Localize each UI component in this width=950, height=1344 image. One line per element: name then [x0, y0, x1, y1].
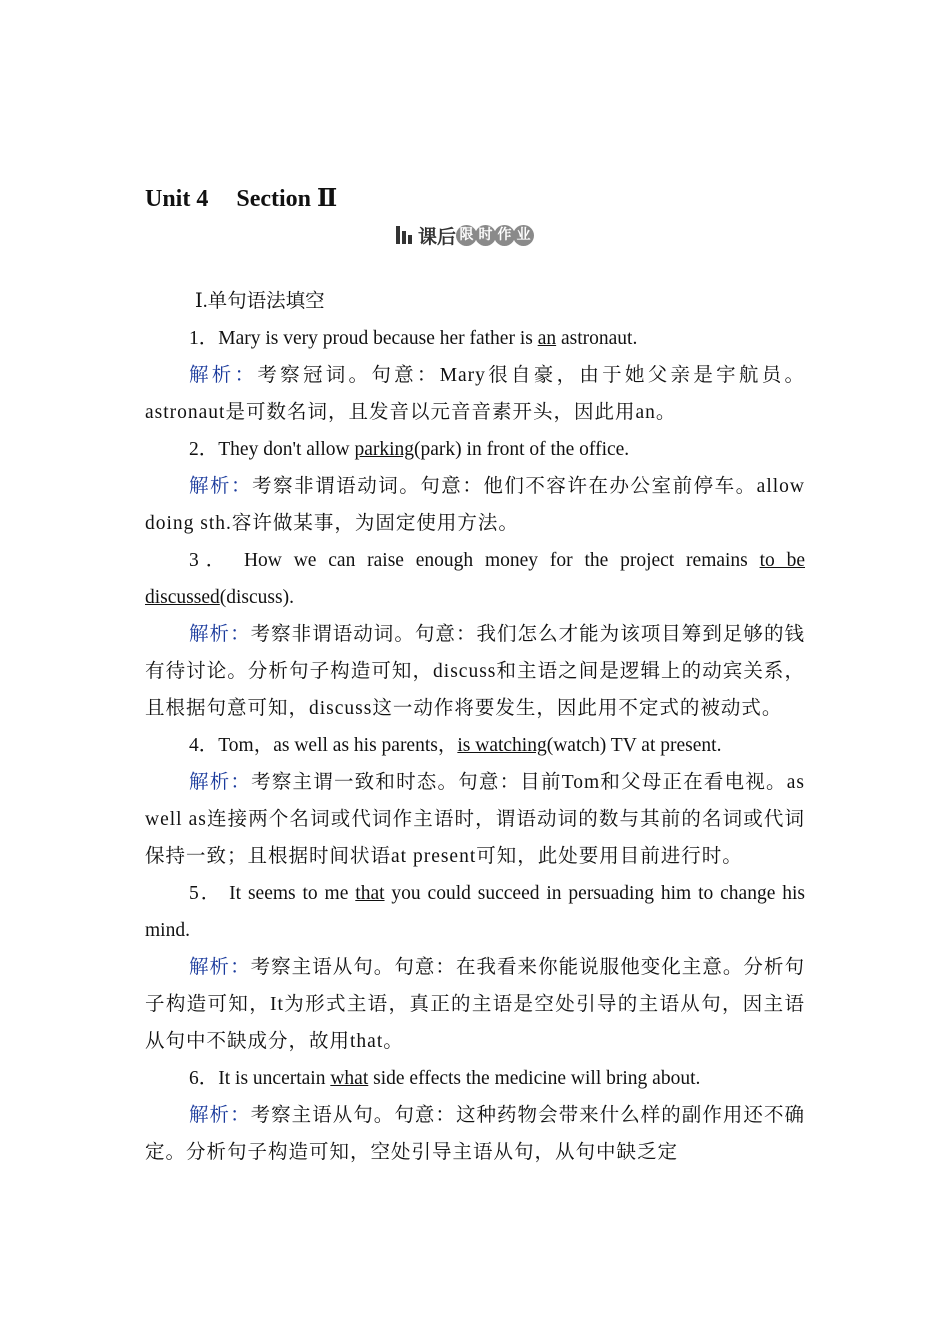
explanation-text: 考察冠词。句意：Mary很自豪，由于她父亲是宇航员。astronaut是可数名词，且发音以元音音素开头，因此用an。: [145, 365, 805, 423]
explanation-label: 解析：: [189, 476, 253, 497]
question-2: [145, 431, 805, 468]
exercise-content: [145, 283, 805, 1171]
pill-char: 限: [456, 225, 477, 246]
explanation-1: [145, 357, 805, 431]
question-text: 4．Tom，as well as his parents，: [189, 735, 458, 756]
pill-char: 作: [494, 225, 515, 246]
explanation-3: [145, 616, 805, 727]
question-text: 2．They don't allow: [189, 439, 355, 460]
explanation-text: 考察主语从句。句意：在我看来你能说服他变化主意。分析句子构造可知，It为形式主语，真正的主语是空处引导的主语从句，因主语从句中不缺成分，故用that。: [145, 957, 805, 1052]
explanation-text: 考察主谓一致和时态。句意：目前Tom和父母正在看电视。as well as连接两个名词或代词作主语时，谓语动词的数与其前的名词或代词保持一致；且根据时间状语at present可知，此处要用目前进行时。: [145, 772, 805, 867]
question-text: 1．Mary is very proud because her father is: [189, 328, 538, 349]
answer: to be discussed: [145, 550, 805, 608]
pill-char: 业: [513, 225, 534, 246]
answer: an: [537, 328, 557, 349]
question-text: 5． It seems to me: [189, 883, 356, 904]
question-text: (watch) TV at present.: [546, 735, 722, 756]
question-1: [145, 320, 805, 357]
explanation-label: 解析：: [189, 772, 252, 793]
section-label: Section Ⅱ: [236, 186, 338, 212]
explanation-label: 解析：: [189, 365, 258, 386]
answer: that: [355, 883, 385, 904]
explanation-5: [145, 949, 805, 1060]
unit-label: Unit 4: [145, 186, 209, 212]
question-text: you could succeed in persuading him to change his mind.: [145, 883, 806, 941]
explanation-label: 解析：: [189, 1105, 251, 1126]
explanation-2: [145, 468, 805, 542]
homework-banner: [396, 222, 534, 248]
question-text: side effects the medicine will bring about.: [368, 1068, 701, 1089]
answer: parking: [354, 439, 415, 460]
bar-chart-icon: [396, 226, 414, 244]
answer: is watching: [457, 735, 547, 756]
question-4: [145, 727, 805, 764]
pill-char: 时: [475, 225, 496, 246]
explanation-6: [145, 1097, 805, 1171]
part-heading: Ⅰ.单句语法填空: [195, 291, 325, 312]
explanation-text: 考察主语从句。句意：这种药物会带来什么样的副作用还不确定。分析句子构造可知，空处引导主语从句，从句中缺乏定: [145, 1105, 805, 1163]
explanation-text: 考察非谓语动词。句意：他们不容许在办公室前停车。allow doing sth.容许做某事，为固定使用方法。: [145, 476, 805, 534]
question-text: 3． How we can raise enough money for the project remains: [189, 550, 760, 571]
question-3: [145, 542, 805, 616]
banner-text: 课后: [418, 225, 457, 248]
banner-pill: [458, 225, 534, 246]
question-6: [145, 1060, 805, 1097]
unit-section-title: [145, 183, 337, 213]
question-text: (park) in front of the office.: [414, 439, 630, 460]
explanation-4: [145, 764, 805, 875]
question-text: (discuss).: [219, 587, 294, 608]
explanation-text: 考察非谓语动词。句意：我们怎么才能为该项目筹到足够的钱有待讨论。分析句子构造可知，discuss和主语之间是逻辑上的动宾关系，且根据句意可知，discuss这一动作将要发生，因此用不定式的被动式。: [145, 624, 805, 719]
question-text: astronaut.: [556, 328, 638, 349]
answer: what: [330, 1068, 369, 1089]
explanation-label: 解析：: [189, 624, 251, 645]
explanation-label: 解析：: [189, 957, 251, 978]
question-text: 6．It is uncertain: [189, 1068, 331, 1089]
question-5: [145, 875, 805, 949]
